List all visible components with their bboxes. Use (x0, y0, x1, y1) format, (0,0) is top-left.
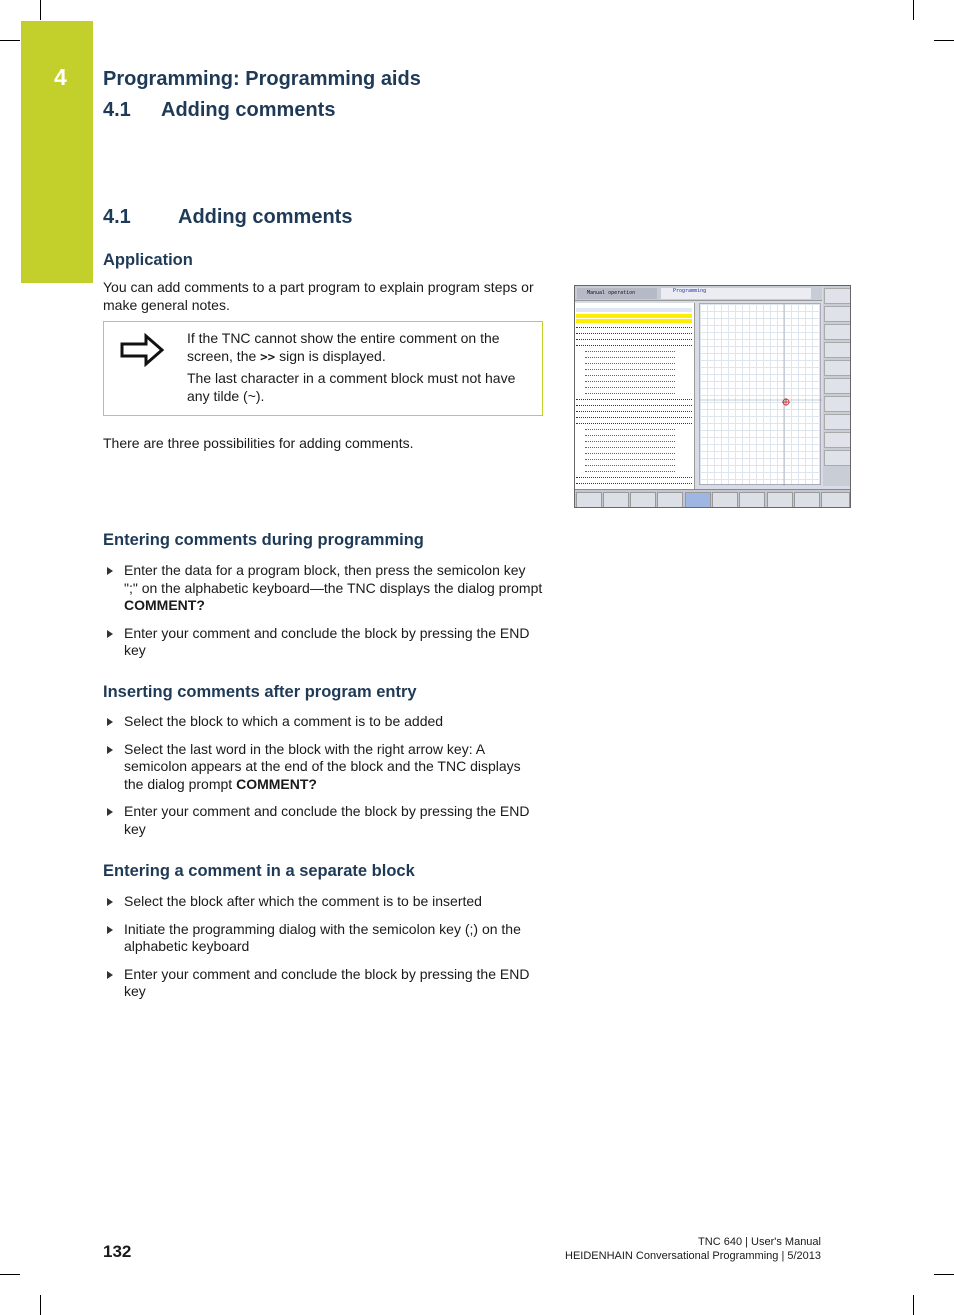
bullet-triangle-icon (107, 746, 113, 754)
tnc-side-softkey (824, 414, 851, 430)
tnc-screenshot (574, 285, 851, 508)
tnc-mode-programming: Programming (661, 288, 811, 299)
tnc-program-line (576, 333, 692, 337)
tnc-program-line (585, 447, 675, 451)
footer-manual: TNC 640 | User's Manual (698, 1236, 821, 1248)
tnc-softkey (821, 492, 850, 508)
tnc-program-line (585, 369, 675, 373)
tnc-program-line (576, 483, 692, 487)
bullet-triangle-icon (107, 808, 113, 816)
tnc-program-line (576, 327, 692, 331)
tnc-program-line (576, 405, 692, 409)
tnc-side-softkey (824, 432, 851, 448)
list-item (103, 713, 543, 731)
note-1-text-end: sign is displayed. (275, 347, 386, 364)
application-intro: You can add comments to a part program to explain program steps or make general notes. (103, 279, 534, 313)
bullet-triangle-icon (107, 630, 113, 638)
after-entry-heading: Inserting comments after program entry (103, 683, 417, 701)
tnc-program-line (585, 381, 675, 385)
crop-mark (913, 1295, 914, 1315)
step-text: Enter your comment and conclude the block by pressing the END key (124, 803, 530, 837)
tnc-side-softkeys (823, 286, 851, 486)
tnc-program-line (576, 411, 692, 415)
crop-mark (0, 1274, 20, 1275)
section-number: 4.1 (103, 206, 131, 228)
tnc-softkey (685, 492, 711, 508)
tnc-mode-bar (575, 286, 822, 301)
tnc-program-line (585, 453, 675, 457)
separate-block-heading: Entering a comment in a separate block (103, 862, 415, 880)
bullet-triangle-icon (107, 567, 113, 575)
tnc-program-line (585, 375, 675, 379)
tnc-side-softkey (824, 288, 851, 304)
running-section-title: Adding comments (161, 99, 336, 121)
tnc-softkey (630, 492, 656, 508)
list-item (103, 562, 543, 615)
bullet-triangle-icon (107, 926, 113, 934)
list-item (103, 893, 543, 911)
step-text: Select the last word in the block with the right arrow key: A semicolon appears at the end of the block and the TNC displays the dialog prompt (124, 740, 521, 792)
possibilities-text: There are three possibilities for adding comments. (103, 435, 414, 451)
tnc-softkey (576, 492, 602, 508)
list-item (103, 966, 543, 1001)
running-section-header (103, 99, 335, 122)
separate-block-steps (103, 893, 543, 1011)
step-text: Initiate the programming dialog with the semicolon key (;) on the alphabetic keyboard (124, 920, 521, 954)
section-heading (103, 206, 352, 229)
tnc-comment-line (576, 314, 692, 318)
list-item (103, 803, 543, 838)
tnc-program-line (585, 471, 675, 475)
chapter-tab (21, 21, 93, 283)
tnc-program-listing (575, 303, 695, 489)
tnc-side-softkey (824, 378, 851, 394)
tnc-program-line (576, 423, 692, 427)
bullet-triangle-icon (107, 971, 113, 979)
note-1-text: If the TNC cannot show the entire comment on the screen, the (187, 330, 500, 364)
page-number: 132 (103, 1242, 132, 1261)
crop-mark (913, 0, 914, 20)
tnc-program-line (585, 441, 675, 445)
tnc-program-line (585, 429, 675, 433)
chapter-number: 4 (54, 64, 67, 90)
during-programming-heading: Entering comments during programming (103, 531, 424, 549)
tnc-side-softkey (824, 396, 851, 412)
tnc-softkey (794, 492, 820, 508)
tnc-softkey-row (575, 489, 851, 508)
tnc-softkey (603, 492, 629, 508)
tnc-program-line (585, 363, 675, 367)
tnc-program-line (576, 399, 692, 403)
tnc-program-line (585, 435, 675, 439)
tnc-program-line (576, 345, 692, 349)
tnc-program-line (585, 387, 675, 391)
tnc-softkey (767, 492, 793, 508)
tnc-program-line (585, 465, 675, 469)
list-item (103, 921, 543, 956)
note-text (187, 330, 537, 410)
tnc-program-line (576, 308, 692, 312)
step-text: Select the block to which a comment is to be added (124, 713, 444, 729)
step-text: Enter your comment and conclude the block by pressing the END key (124, 965, 530, 999)
tnc-graphics-window (699, 303, 821, 485)
list-item (103, 625, 543, 660)
footer-text (565, 1235, 821, 1263)
tnc-program-line (585, 351, 675, 355)
tnc-side-softkey (824, 360, 851, 376)
bullet-triangle-icon (107, 898, 113, 906)
tnc-program-line (576, 477, 692, 481)
step-text: Select the block after which the comment is to be inserted (124, 893, 482, 909)
list-item (103, 741, 543, 794)
step-text: Enter the data for a program block, then press the semicolon key ";" on the alphabetic keyboard—the TNC displays the dialog prompt (124, 562, 543, 596)
tnc-softkey (712, 492, 738, 508)
dialog-prompt: COMMENT? (124, 597, 205, 613)
bullet-triangle-icon (107, 718, 113, 726)
tnc-mode-manual: Manual operation (577, 288, 657, 299)
overflow-sign: >> (260, 348, 276, 364)
tnc-side-softkey (824, 450, 851, 466)
tnc-side-softkey (824, 342, 851, 358)
section-title: Adding comments (178, 206, 353, 228)
tnc-program-line (585, 393, 675, 397)
tnc-program-line (576, 339, 692, 343)
crop-mark (0, 40, 20, 41)
tnc-side-softkey (824, 324, 851, 340)
crop-mark (934, 40, 954, 41)
step-text: Enter your comment and conclude the block by pressing the END key (124, 624, 530, 658)
tnc-crosshair (700, 304, 822, 486)
dialog-prompt: COMMENT? (236, 775, 317, 792)
crop-mark (40, 1295, 41, 1315)
crop-mark (40, 0, 41, 20)
note-paragraph (187, 330, 537, 365)
after-entry-steps (103, 713, 543, 848)
tnc-softkey (657, 492, 683, 508)
tnc-comment-line (576, 319, 692, 323)
tnc-side-softkey (824, 306, 851, 322)
chapter-title: Programming: Programming aids (103, 68, 421, 90)
note-2-text: The last character in a comment block must not have any tilde (~). (187, 370, 516, 404)
tnc-softkey (739, 492, 765, 508)
tnc-program-line (576, 417, 692, 421)
tnc-program-line (585, 459, 675, 463)
application-heading: Application (103, 251, 193, 269)
note-box (103, 321, 543, 416)
footer-subtitle: HEIDENHAIN Conversational Programming | 5/2013 (565, 1250, 821, 1262)
running-section-number: 4.1 (103, 99, 131, 121)
during-programming-steps (103, 562, 543, 670)
tnc-program-line (585, 357, 675, 361)
arrow-right-icon (118, 332, 166, 368)
crop-mark (934, 1274, 954, 1275)
